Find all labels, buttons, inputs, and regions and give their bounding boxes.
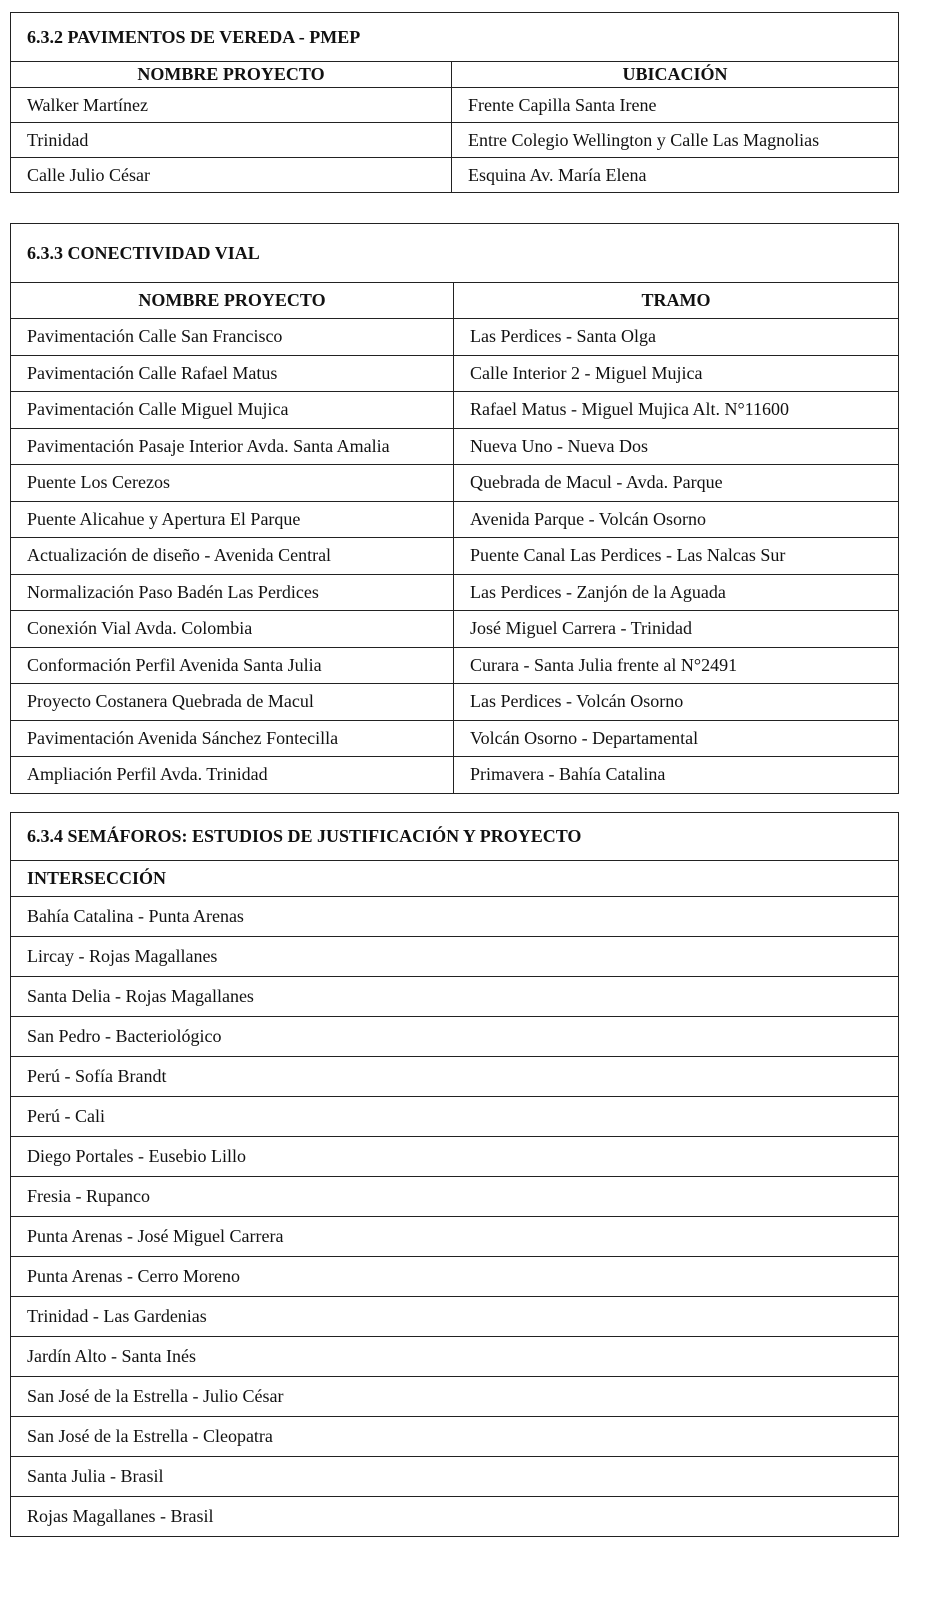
intersection-cell: Punta Arenas - Cerro Moreno [11,1257,899,1297]
table-row [11,977,899,1017]
section-title-633: 6.3.3 CONECTIVIDAD VIAL [11,224,899,283]
table-row [11,1257,899,1297]
intersection-cell: San Pedro - Bacteriológico [11,1017,899,1057]
table-row [11,1377,899,1417]
column-header-ubicacion: UBICACIÓN [452,62,899,88]
intersection-cell: Bahía Catalina - Punta Arenas [11,897,899,937]
table-row [11,1097,899,1137]
table-row [11,937,899,977]
table-row [11,1337,899,1377]
tramo-cell: Nueva Uno - Nueva Dos [454,428,899,465]
intersection-cell: Jardín Alto - Santa Inés [11,1337,899,1377]
project-name-cell: Pavimentación Avenida Sánchez Fontecilla [11,720,454,757]
table-row [11,647,899,684]
tramo-cell: Curara - Santa Julia frente al N°2491 [454,647,899,684]
table-row [11,428,899,465]
tramo-cell: Quebrada de Macul - Avda. Parque [454,465,899,502]
table-row [11,465,899,502]
section-title-632: 6.3.2 PAVIMENTOS DE VEREDA - PMEP [11,13,899,62]
table-row [11,897,899,937]
tramo-cell: Las Perdices - Santa Olga [454,319,899,356]
table-conectividad-vial [10,223,899,794]
table-row [11,1137,899,1177]
tramo-cell: Volcán Osorno - Departamental [454,720,899,757]
tramo-cell: Rafael Matus - Miguel Mujica Alt. N°11600 [454,392,899,429]
project-name-cell: Ampliación Perfil Avda. Trinidad [11,757,454,794]
tramo-cell: Avenida Parque - Volcán Osorno [454,501,899,538]
project-name-cell: Walker Martínez [11,88,452,123]
table-row [11,574,899,611]
intersection-cell: Diego Portales - Eusebio Lillo [11,1137,899,1177]
intersection-cell: Santa Delia - Rojas Magallanes [11,977,899,1017]
table-row [11,355,899,392]
table-row [11,1217,899,1257]
table-row [11,611,899,648]
intersection-cell: Santa Julia - Brasil [11,1457,899,1497]
table-pavimentos-vereda [10,12,899,193]
column-header-interseccion: INTERSECCIÓN [11,861,899,897]
column-header-tramo: TRAMO [454,283,899,319]
table-row [11,1297,899,1337]
table-row [11,684,899,721]
section-title-634: 6.3.4 SEMÁFOROS: ESTUDIOS DE JUSTIFICACIÓN Y PROYECTO [11,813,899,861]
table-row [11,88,899,123]
project-name-cell: Puente Los Cerezos [11,465,454,502]
intersection-cell: Punta Arenas - José Miguel Carrera [11,1217,899,1257]
table-semaforos [10,812,899,1537]
intersection-cell: Perú - Cali [11,1097,899,1137]
table-row [11,1057,899,1097]
intersection-cell: Lircay - Rojas Magallanes [11,937,899,977]
table-row [11,123,899,158]
project-name-cell: Normalización Paso Badén Las Perdices [11,574,454,611]
project-name-cell: Trinidad [11,123,452,158]
column-header-nombre-proyecto: NOMBRE PROYECTO [11,62,452,88]
project-name-cell: Pavimentación Calle San Francisco [11,319,454,356]
project-name-cell: Actualización de diseño - Avenida Central [11,538,454,575]
tramo-cell: Las Perdices - Zanjón de la Aguada [454,574,899,611]
project-name-cell: Conformación Perfil Avenida Santa Julia [11,647,454,684]
project-name-cell: Pavimentación Calle Rafael Matus [11,355,454,392]
tramo-cell: José Miguel Carrera - Trinidad [454,611,899,648]
table-row [11,1417,899,1457]
intersection-cell: San José de la Estrella - Cleopatra [11,1417,899,1457]
location-cell: Esquina Av. María Elena [452,158,899,193]
table-row [11,501,899,538]
intersection-cell: Trinidad - Las Gardenias [11,1297,899,1337]
project-name-cell: Pavimentación Calle Miguel Mujica [11,392,454,429]
table-row [11,757,899,794]
tramo-cell: Las Perdices - Volcán Osorno [454,684,899,721]
table-row [11,1177,899,1217]
project-name-cell: Puente Alicahue y Apertura El Parque [11,501,454,538]
table-row [11,158,899,193]
tramo-cell: Calle Interior 2 - Miguel Mujica [454,355,899,392]
location-cell: Frente Capilla Santa Irene [452,88,899,123]
project-name-cell: Calle Julio César [11,158,452,193]
table-row [11,720,899,757]
table-row [11,1457,899,1497]
table-row [11,1017,899,1057]
location-cell: Entre Colegio Wellington y Calle Las Magnolias [452,123,899,158]
column-header-nombre-proyecto: NOMBRE PROYECTO [11,283,454,319]
intersection-cell: San José de la Estrella - Julio César [11,1377,899,1417]
table-row [11,319,899,356]
project-name-cell: Pavimentación Pasaje Interior Avda. Santa Amalia [11,428,454,465]
tramo-cell: Puente Canal Las Perdices - Las Nalcas Sur [454,538,899,575]
intersection-cell: Fresia - Rupanco [11,1177,899,1217]
project-name-cell: Proyecto Costanera Quebrada de Macul [11,684,454,721]
table-row [11,392,899,429]
intersection-cell: Rojas Magallanes - Brasil [11,1497,899,1537]
table-row [11,1497,899,1537]
table-row [11,538,899,575]
intersection-cell: Perú - Sofía Brandt [11,1057,899,1097]
tramo-cell: Primavera - Bahía Catalina [454,757,899,794]
project-name-cell: Conexión Vial Avda. Colombia [11,611,454,648]
